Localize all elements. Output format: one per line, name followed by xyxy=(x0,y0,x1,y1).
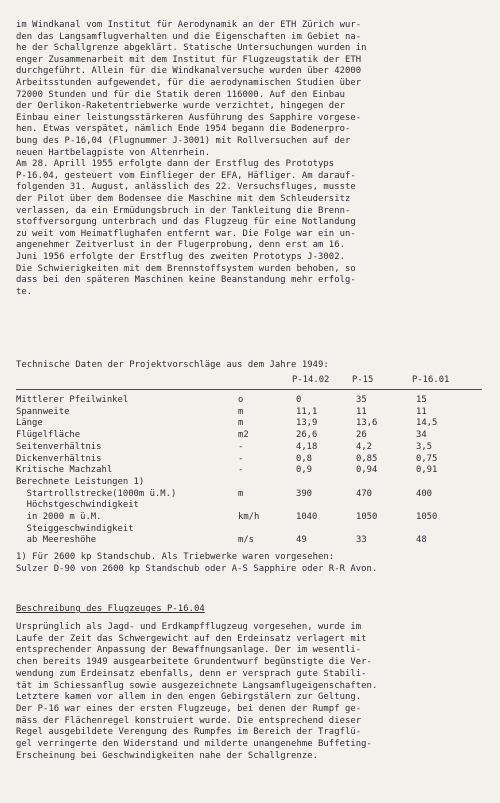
text-line: bung des P-16,04 (Flugnummer J-3001) mit Rollversuchen auf der xyxy=(16,136,351,146)
text-line: den das Langsamflugverhalten und die Eigenschaften im Gebiet na- xyxy=(16,31,362,42)
text-line: Juni 1956 erfolgte der Erstflug des zweiten Prototyps J-3002. xyxy=(16,252,345,262)
row-label: Kritische Machzahl xyxy=(16,465,113,476)
row-unit: m xyxy=(238,418,244,429)
text-line: entsprechender Anpassung der Bewaffnungsanlage. Der im wesentli- xyxy=(16,645,362,656)
text-line: P-16.04, gesteuert vom Einflieger der EFA, Häfliger. Am darauf- xyxy=(16,170,356,181)
text-line: Arbeitsstunden aufgewendet, für die aerodynamischen Studien über xyxy=(16,78,362,88)
text-line: Einbau einer leistungsstärkeren Ausführung des Sapphire vorgese- xyxy=(16,112,362,123)
text-line: tät im Schiessanflug sowie ausgezeichnete Langsamflugeigenschaften. xyxy=(16,680,378,691)
row-unit: m2 xyxy=(238,430,249,441)
text-line: Laufe der Zeit das Schwergewicht auf den Erdeinsatz verlagert mit xyxy=(16,633,367,644)
text-line: folgenden 31. August, anlässlich des 22. Versuchsfluges, musste xyxy=(16,182,356,193)
row-unit: o xyxy=(238,395,244,405)
row-label: Mittlerer Pfeilwinkel xyxy=(16,395,129,405)
text-line: Letztere kamen vor allem in den engen Gebirgstälern zur Geltung. xyxy=(16,692,362,703)
text-line: der Pilot über dem Bodensee die Maschine mit dem Schleudersitz xyxy=(16,194,351,204)
table-cell: 0,8 xyxy=(296,453,313,464)
section-heading: Beschreibung des Flugzeuges P-16.04 xyxy=(16,604,205,614)
row-label: Höchstgeschwindigkeit xyxy=(16,500,139,511)
text-line: 72000 Stunden und für die Statik deren 116000. Auf den Einbau xyxy=(16,89,345,100)
table-cell: 26 xyxy=(356,430,367,441)
row-label: in 2000 m ü.M. xyxy=(16,512,102,522)
row-label: Flügelfläche xyxy=(16,430,81,441)
table-cell: 470 xyxy=(356,488,373,499)
text-line: hen. Etwas verspätet, nämlich Ende 1954 begann die Bodenerpro- xyxy=(16,124,351,135)
footnote-line: Sulzer D-90 von 2600 kp Standschub oder A-S Sapphire oder R-R Avon. xyxy=(16,563,378,574)
table-cell: 0,91 xyxy=(416,465,438,476)
table-cell: 3,5 xyxy=(416,441,433,452)
text-line: angenehmer Zeitverlust in der Flugerprobung, denn erst am 16. xyxy=(16,240,345,251)
row-label: ab Meereshöhe xyxy=(16,535,97,546)
column-header: P-15 xyxy=(352,375,374,385)
text-line: zu weit vom Heimatflughafen entfernt war. Die Folge war ein un- xyxy=(16,228,356,239)
table-cell: 390 xyxy=(296,488,313,499)
table-cell: 0,85 xyxy=(356,453,378,464)
text-line: durchgeführt. Allein für die Windkanalversuche wurden über 42000 xyxy=(16,66,362,77)
table-cell: 49 xyxy=(296,535,307,546)
text-line: der Oerlikon-Raketentriebwerke wurde verzichtet, hingegen der xyxy=(16,101,345,112)
table-cell: 33 xyxy=(356,535,367,546)
column-header: P-14.02 xyxy=(292,375,330,385)
table-cell: 13,6 xyxy=(356,418,378,429)
text-line: Am 28. Aprill 1955 erfolgte dann der Erstflug des Prototyps xyxy=(16,159,335,170)
table-cell: 11 xyxy=(416,406,427,417)
footnote-line: 1) Für 2600 kp Standschub. Als Triebwerke waren vorgesehen: xyxy=(16,552,335,562)
text-line: enger Zusammenarbeit mit dem Institut für Flugzeugstatik der ETH xyxy=(16,54,362,65)
table-cell: 4,18 xyxy=(296,441,318,452)
text-line: chen bereits 1949 ausgearbeitete Grundentwurf begünstigte die Ver- xyxy=(16,657,372,668)
table-cell: 11,1 xyxy=(296,406,318,417)
table-cell: 11 xyxy=(356,406,367,417)
table-cell: 14,5 xyxy=(416,418,438,429)
row-unit: - xyxy=(238,465,244,476)
row-unit: km/h xyxy=(238,512,260,522)
text-line: gel verringerte den Widerstand und milderte unangenehme Buffeting- xyxy=(16,739,372,749)
table-cell: 1050 xyxy=(416,512,438,522)
text-line: mäss der Flächenregel konstruiert wurde. Die entsprechend dieser xyxy=(16,715,362,726)
table-title: Technische Daten der Projektvorschläge aus dem Jahre 1949: xyxy=(16,360,329,370)
text-line: dass bei den späteren Maschinen keine Beanstandung mehr erfolg- xyxy=(16,275,356,286)
row-label: Spannweite xyxy=(16,406,70,417)
text-line: te. xyxy=(16,286,33,297)
row-unit: m/s xyxy=(238,535,255,546)
table-cell: 34 xyxy=(416,430,427,441)
row-label: Startrollstrecke(1000m ü.M.) xyxy=(16,488,177,499)
text-line: he der Schallgrenze abgeklärt. Statische Untersuchungen wurden in xyxy=(16,43,367,54)
table-cell: 0,94 xyxy=(356,465,378,476)
table-cell: 48 xyxy=(416,535,427,546)
row-unit: - xyxy=(238,453,244,464)
text-line: stoffversorgung unterbrach und das Flugzeug für eine Notlandung xyxy=(16,217,356,228)
row-label: Berechnete Leistungen 1) xyxy=(16,476,145,487)
table-cell: 26,6 xyxy=(296,430,318,441)
table-cell: 13,9 xyxy=(296,418,318,429)
table-cell: 400 xyxy=(416,488,433,499)
text-line: Erscheinung bei Geschwindigkeiten nahe der Schallgrenze. xyxy=(16,750,319,761)
column-header: P-16.01 xyxy=(412,375,450,385)
table-cell: 15 xyxy=(416,395,427,405)
table-cell: 35 xyxy=(356,395,367,405)
table-rule xyxy=(16,389,482,390)
row-unit: m xyxy=(238,488,244,499)
row-label: Steiggeschwindigkeit xyxy=(16,523,134,534)
text-line: Der P-16 war eines der ersten Flugzeuge, bei denen der Rumpf ge- xyxy=(16,703,362,714)
table-cell: 0 xyxy=(296,395,302,405)
row-label: Seitenverhältnis xyxy=(16,441,102,452)
table-cell: 1050 xyxy=(356,512,378,522)
row-unit: m xyxy=(238,406,244,417)
text-line: im Windkanal vom Institut für Aerodynamik an der ETH Zürich wur- xyxy=(16,20,362,30)
text-line: wendung zum Erdeinsatz ebenfalls, denn er versprach gute Stabili- xyxy=(16,668,367,679)
row-label: Länge xyxy=(16,418,43,429)
table-cell: 0,9 xyxy=(296,465,313,476)
text-line: Regel ausgebildete Verengung des Rumpfes im Bereich der Tragflü- xyxy=(16,727,362,738)
row-label: Dickenverhältnis xyxy=(16,453,102,464)
text-line: verlassen, da ein Ermüdungsbruch in der Tankleitung die Brenn- xyxy=(16,205,351,216)
table-cell: 0,75 xyxy=(416,453,438,464)
text-line: Die Schwierigkeiten mit dem Brennstoffsystem wurden behoben, so xyxy=(16,263,356,274)
table-cell: 1040 xyxy=(296,512,318,522)
row-unit: - xyxy=(238,441,244,452)
text-line: neuen Hartbelagpiste von Altenrhein. xyxy=(16,147,211,158)
table-cell: 4,2 xyxy=(356,441,373,452)
text-line: Ursprünglich als Jagd- und Erdkampfflugzeug vorgesehen, wurde im xyxy=(16,622,362,632)
